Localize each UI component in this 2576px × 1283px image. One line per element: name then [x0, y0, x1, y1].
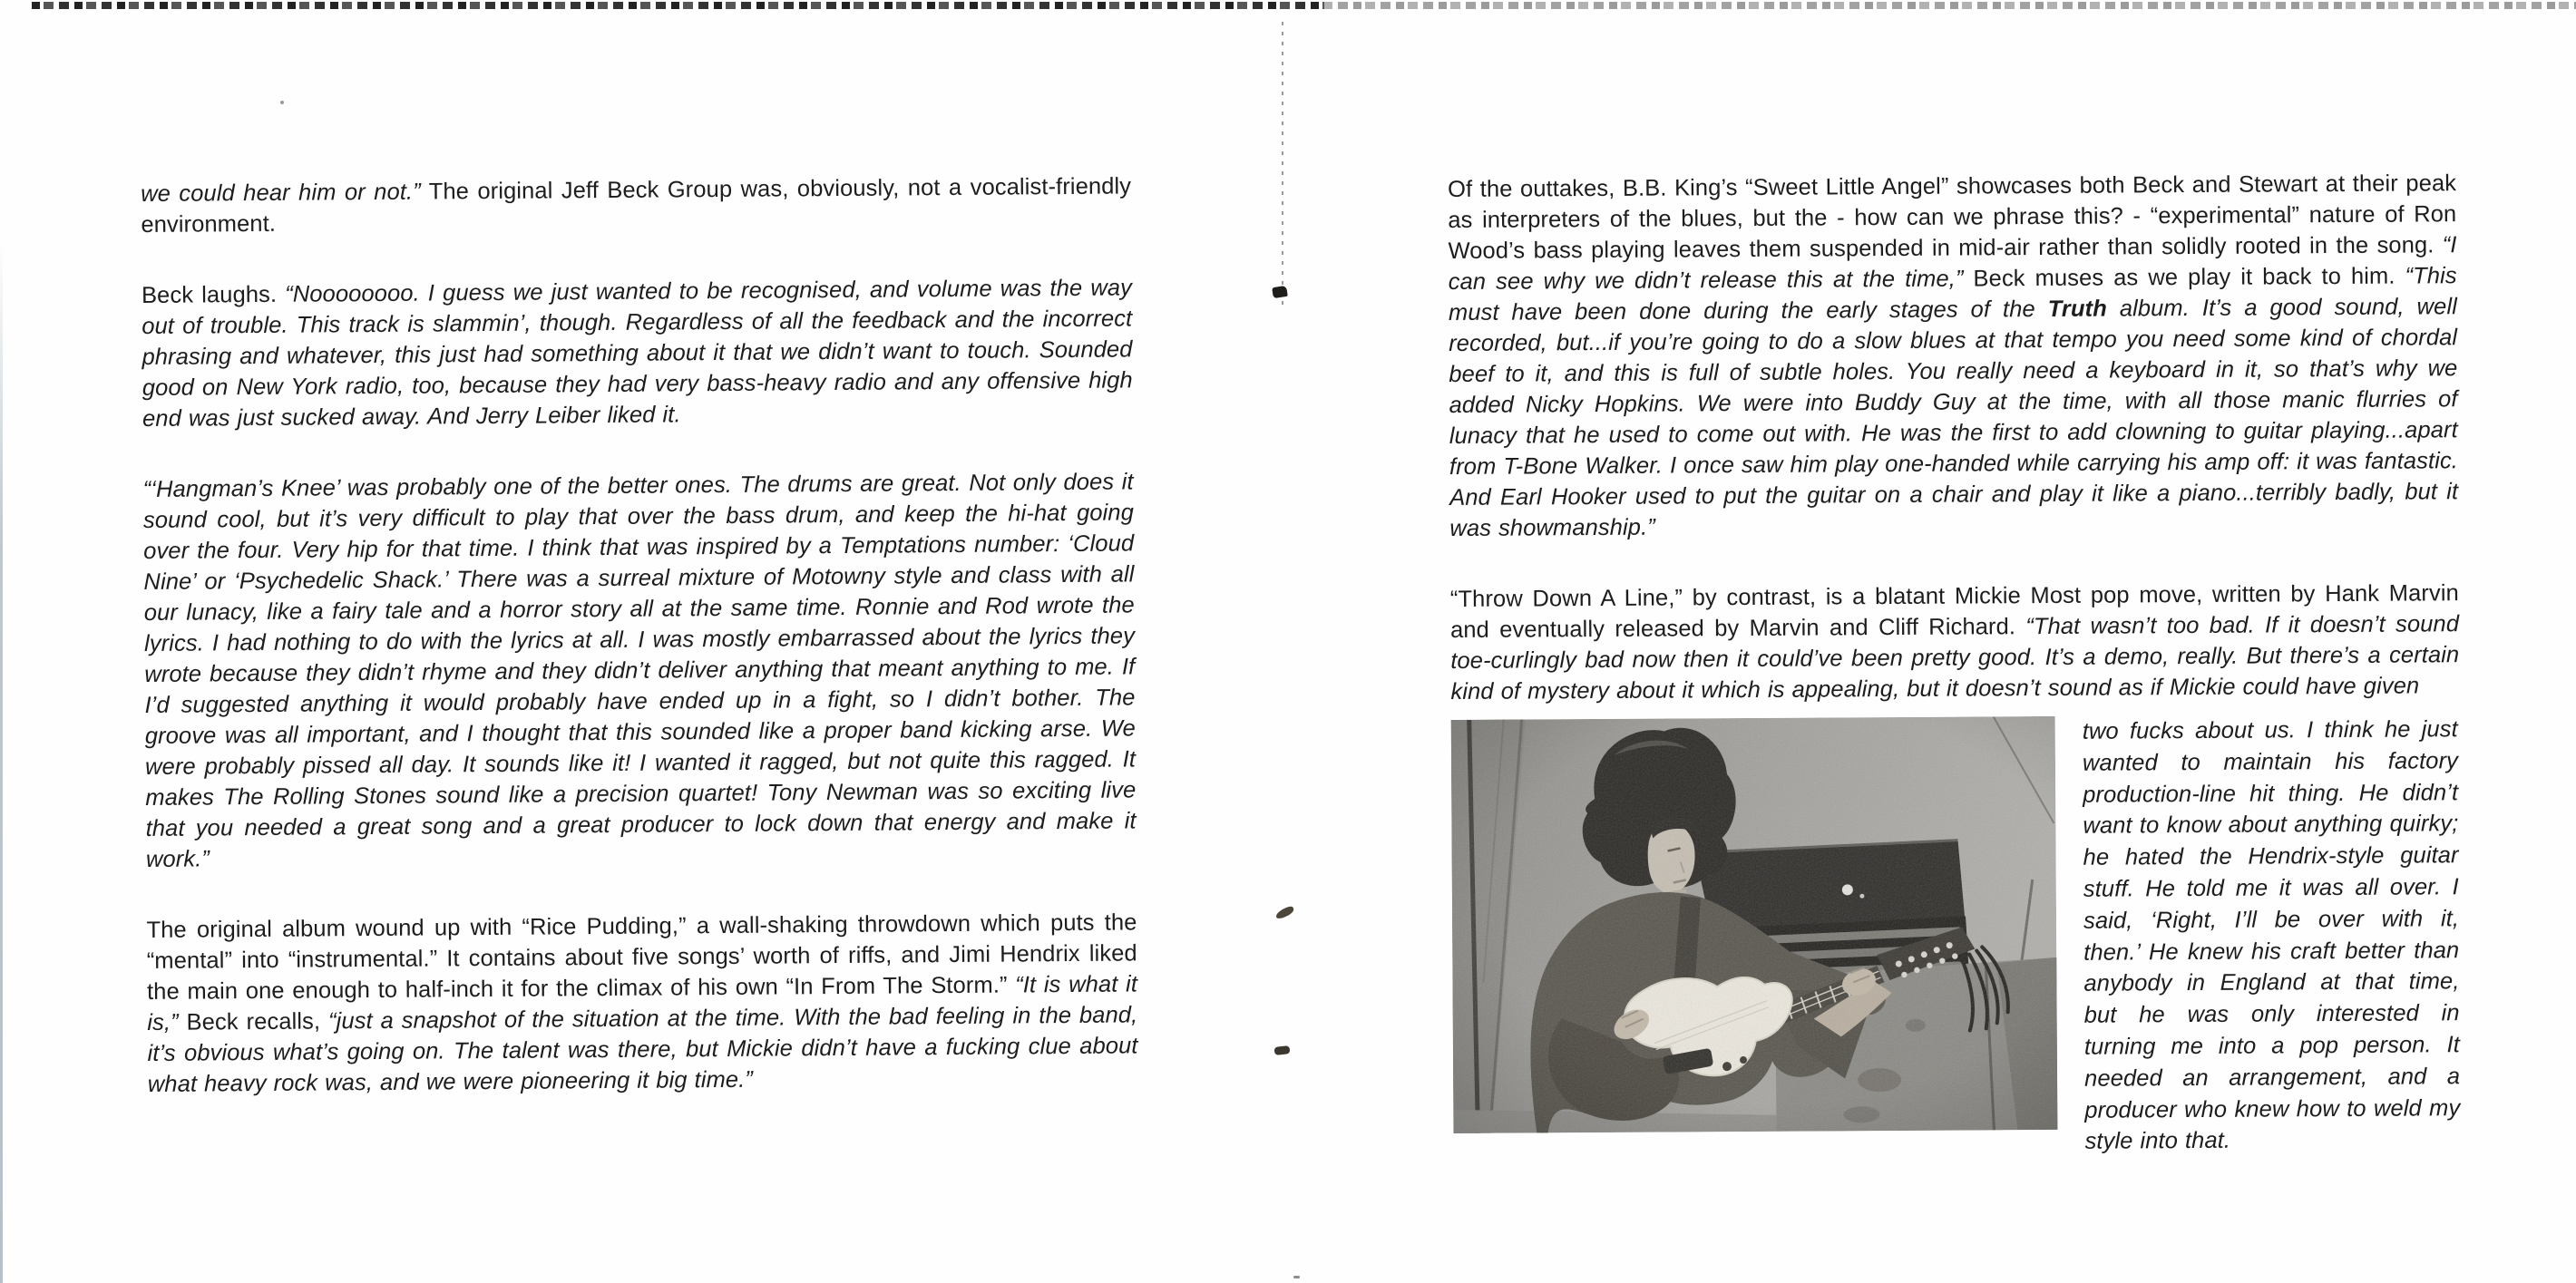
photo-and-sidebar-row [1451, 714, 2463, 1162]
ink-speck [1274, 905, 1295, 919]
gutter-dotted-line-artifact [1282, 22, 1283, 310]
body-paragraph: we could hear him or not.” The original Jeff Beck Group was, obviously, not a vocalist-friendly environment. [141, 173, 1132, 238]
ink-speck [1274, 1045, 1291, 1055]
ink-speck [280, 101, 284, 104]
guitarist-photo [1451, 716, 2058, 1133]
left-page [141, 170, 1138, 1100]
body-paragraph: Beck laughs. “Noooooooo. I guess we just wanted to be recognised, and volume was the way out of trouble. This track is slammin’, though. Regardless of all the feedback and the incorrect phrasing and whatever, this just had something about it that we didn’t want to touch. Sounded good on New York radio, too, because they had very bass-heavy radio and any offensive high end was just sucked away. And Jerry Leiber liked it. [141, 275, 1133, 432]
body-paragraph: “Throw Down A Line,” by contrast, is a blatant Mickie Most pop move, written by Hank Marvin and eventually released by Marvin and Cliff Richard. “That wasn’t too bad. If it doesn’t sound toe-curlingly bad now then it could’ve been pretty good. It’s a demo, really. But there’s a certain kind of mystery about it which is appealing, but it doesn’t sound as if Mickie could have given [1449, 580, 2460, 705]
right-page [1448, 168, 2463, 1162]
top-edge-scan-artifact-fade [1324, 0, 2576, 11]
body-paragraph: Of the outtakes, B.B. King’s “Sweet Little Angel” showcases both Beck and Stewart at their peak as interpreters of the blues, but the - how can we phrase this? - “experimental” nature of Ron Wood’s bass playing leaves them suspended in mid-air rather than solidly rooted in the song. “I can see why we didn’t release this at the time,” Beck muses as we play it back to him. “This must have been done during the early stages of the Truth album. It’s a good sound, well recorded, but...if you’re going to do a slow blues at that tempo you need some kind of chordal beef to it, and this is full of subtle holes. You really need a keyboard in it, so that’s why we added Nicky Hopkins. We were into Buddy Guy at the time, with all those manic flurries of lunacy that he used to come out with. He was the first to add clowning to guitar playing...apart from T-Bone Walker. I once saw him play one-handed while carrying his amp off: it was fantastic. And Earl Hooker used to put the guitar on a chair and play it like a piano...terribly badly, but it was showmanship.” [1448, 170, 2459, 541]
ink-speck [1293, 1276, 1300, 1278]
photo-side-column-paragraph: two fucks about us. I think he just wanted to maintain his factory production-line hit thing. He didn’t want to know about anything quirky; he hated the Hendrix-style guitar stuff. He told me it was all over. I said, ‘Right, I’ll be over with it, then.’ He knew his craft better than anybody in England at that time, but he was only interested in turning me into a pop person. It needed an arrangement, and a producer who knew how to weld my style into that. [2082, 716, 2461, 1155]
guitarist-photo-art [1451, 716, 2058, 1133]
left-edge-scan-artifact [0, 236, 3, 1283]
film-grain [1451, 716, 2058, 1133]
ink-speck [1272, 286, 1288, 298]
body-paragraph: “‘Hangman’s Knee’ was probably one of the better ones. The drums are great. Not only does it sound cool, but it’s very difficult to play that over the bass drum, and keep the hi-hat going over the four. Very hip for that time. I think that was inspired by a Temptations number: ‘Cloud Nine’ or ‘Psychedelic Shack.’ There was a surreal mixture of Motowny style and class with all our lunacy, like a fairy tale and a horror story all at the same time. Ronnie and Rod wrote the lyrics. I had nothing to do with the lyrics at all. I was mostly embarrassed about the lyrics they wrote because they didn’t rhyme and they didn’t deliver anything that meant anything to me. If I’d suggested anything it would probably have ended up in a fight, so I didn’t bother. The groove was all important, and I thought that this sounded like a proper band kicking arse. We were probably pissed all day. It sounds like it! I wanted it ragged, but not quite this ragged. It makes The Rolling Stones sound like a precision quartet! Tony Newman was so exciting live that you needed a great song and a great producer to lock down that energy and make it work.” [142, 469, 1137, 872]
body-paragraph: The original album wound up with “Rice Pudding,” a wall-shaking throwdown which puts the “mental” into “instrumental.” It contains about five songs’ worth of riffs, and Jimi Hendrix liked the main one enough to half-inch it for the climax of his own “In From The Storm.” “It is what it is,” Beck recalls, “just a snapshot of the situation at the time. With the bad feeling in the band, it’s obvious what’s going on. The talent was there, but Mickie didn’t have a fucking clue about what heavy rock was, and we were pioneering it big time.” [146, 909, 1138, 1097]
